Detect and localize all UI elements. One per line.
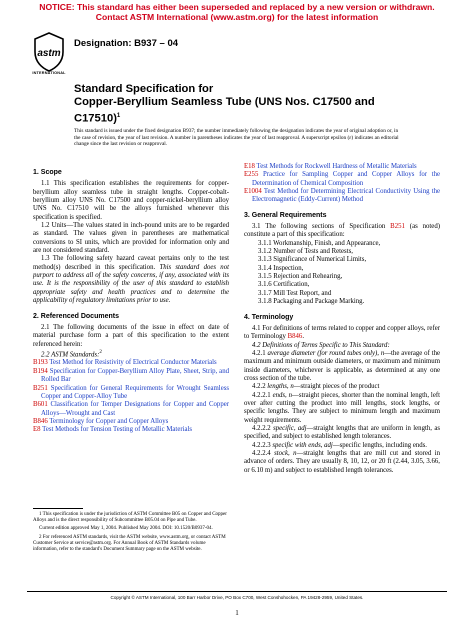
section-heading-references: 2. Referenced Documents bbox=[33, 312, 119, 320]
link-b846[interactable]: B846 bbox=[287, 333, 303, 341]
paragraph-4-2-2-3: 4.2.2.3 specific with ends, adj—specific lengths, including ends. bbox=[252, 441, 428, 449]
paragraph-4-1: 4.1 For definitions of terms related to copper and copper alloys, refer to Terminology B846. bbox=[244, 324, 440, 341]
title-line-3: C17510)$^1$ bbox=[74, 112, 121, 125]
reference-item[interactable]: E8 Test Methods for Tension Testing of Metallic Materials bbox=[33, 426, 193, 434]
paragraph-4-2-1: 4.2.1 average diameter (for round tubes only), n—the average of the maximum and minimum outside diameters, or maximum and minimum inside diameters, whichever is applicable, as determined at any one cross section of the tube. bbox=[244, 349, 440, 382]
paragraph-1-2: 1.2 Units—The values stated in inch-pound units are to be regarded as standard. The values given in parentheses are mathematical conversions to SI units, which are provided for information only and are not considered standard. bbox=[33, 222, 229, 255]
supersede-notice bbox=[0, 2, 474, 22]
footnote-1-edition: Current edition approved May 1, 2004. Published May 2004. DOI: 10.1520/B0937-04. bbox=[39, 526, 213, 532]
reference-item[interactable]: B193 Test Method for Resistivity of Electrical Conductor Materials bbox=[33, 359, 217, 367]
page-number: 1 bbox=[235, 609, 239, 617]
title-line-2: Copper-Beryllium Seamless Tube (UNS Nos. C17500 and bbox=[74, 96, 375, 109]
list-item: 3.1.8 Packaging and Package Marking. bbox=[258, 298, 365, 306]
list-item: 3.1.3 Significance of Numerical Limits, bbox=[258, 256, 367, 264]
reference-item[interactable]: E255 Practice for Sampling Copper and Copper Alloys for the Determination of Chemical Composition bbox=[244, 171, 441, 187]
paragraph-1-3: 1.3 The following safety hazard caveat pertains only to the test method(s) described in this specification. This standard does not purport to address all of the safety concerns, if any, associated with its use. It is the responsibility of the user of this standard to establish appropriate safety and health practices and to determine the applicability of regulatory limitations prior to use. bbox=[33, 255, 229, 305]
list-item: 3.1.1 Workmanship, Finish, and Appearance, bbox=[258, 239, 381, 247]
reference-item[interactable]: B846 Terminology for Copper and Copper Alloys bbox=[33, 417, 169, 425]
title-footnote-mark: 1 bbox=[116, 112, 121, 119]
notice-line-1: NOTICE: This standard has either been superseded and replaced by a new version or withdrawn. bbox=[39, 2, 435, 12]
list-item: 3.1.2 Number of Tests and Retests, bbox=[258, 248, 353, 256]
paragraph-1-1: 1.1 This specification establishes the requirements for copper-beryllium alloy seamless tube in straight lengths. Copper-cobalt-beryllium alloy UNS No. C17500 and copper-nickel-beryllium alloy UNS No. C17510 will be the alloys furnished whenever this specification is specified. bbox=[33, 180, 229, 221]
reference-item[interactable]: B251 Specification for General Requirements for Wrought Seamless Copper and Copper-Alloy Tube bbox=[33, 384, 230, 400]
astm-logo-icon bbox=[32, 32, 66, 72]
list-item: 3.1.4 Inspection, bbox=[258, 264, 304, 272]
svg-text:astm: astm bbox=[37, 48, 61, 59]
section-heading-terminology: 4. Terminology bbox=[244, 313, 294, 321]
footnote-1: 1 This specification is under the jurisdiction of ASTM Committee B05 on Copper and Copper Alloys and is the direct responsibility of Subcommittee B05.04 on Pipe and Tube. bbox=[33, 512, 227, 524]
footnote-rule bbox=[33, 508, 83, 509]
paragraph-4-2-2: 4.2.2 lengths, n—straight pieces of the product bbox=[252, 383, 380, 391]
right-column bbox=[244, 163, 440, 475]
paragraph-2-2: 2.2 ASTM Standards:$^2$ bbox=[41, 349, 102, 359]
reference-item[interactable]: B194 Specification for Copper-Beryllium Alloy Plate, Sheet, Strip, and Rolled Bar bbox=[33, 367, 229, 384]
designation: Designation: B937 – 04 bbox=[74, 38, 179, 49]
section-heading-general: 3. General Requirements bbox=[244, 211, 327, 219]
document-title bbox=[74, 83, 404, 126]
paragraph-3-1: 3.1 The following sections of Specification B251 (as noted) constitute a part of this specification: bbox=[244, 223, 440, 239]
notice-line-2: Contact ASTM International (www.astm.org) for the latest information bbox=[95, 12, 379, 22]
paragraph-4-2-2-4: 4.2.2.4 stock, n—straight lengths that are mill cut and stored in advance of orders. They are usually 8, 10, 12, or 20 ft (2.44, 3.05, 3.66, or 6.10 m) and subject to established length tolerances. bbox=[244, 450, 441, 474]
logo-caption: INTERNATIONAL bbox=[32, 71, 66, 75]
paragraph-2-1: 2.1 The following documents of the issue in effect on date of material purchase form a part of this specification to the extent referenced herein: bbox=[33, 323, 229, 348]
paragraph-4-2: 4.2 Definitions of Terms Specific to This Standard: bbox=[252, 341, 390, 349]
title-line-1: Standard Specification for bbox=[74, 83, 214, 95]
footnote-2: 2 For referenced ASTM standards, visit the ASTM website, www.astm.org, or contact ASTM Customer Service at service@astm.org. For Annual Book of ASTM Standards volume information, refer to the standard's Document Summary page on the ASTM website. bbox=[33, 534, 226, 553]
section-heading-scope: 1. Scope bbox=[33, 169, 62, 176]
reference-item[interactable]: E1004 Test Method for Determining Electrical Conductivity Using the Electromagnetic (Eddy-Current) Method bbox=[244, 188, 441, 204]
footer-rule bbox=[27, 591, 447, 592]
link-b251[interactable]: B251 bbox=[390, 223, 405, 231]
left-column bbox=[33, 165, 229, 435]
reference-item[interactable]: B601 Classification for Temper Designations for Copper and Copper Alloys—Wrought and Cast bbox=[33, 401, 230, 417]
copyright-footer bbox=[0, 591, 474, 600]
reference-item[interactable]: E18 Test Methods for Rockwell Hardness of Metallic Materials bbox=[244, 163, 417, 170]
list-item: 3.1.6 Certification, bbox=[258, 281, 310, 289]
list-item: 3.1.5 Rejection and Rehearing, bbox=[258, 273, 343, 281]
paragraph-4-2-2-2: 4.2.2.2 specific, adj—straight lengths that are uniform in length, as specified, and subject to established length tolerances. bbox=[244, 424, 440, 441]
paragraph-4-2-2-1: 4.2.2.1 ends, n—straight pieces, shorter than the nominal length, left over after cutting the product into mill lengths, stock lengths, or specific lengths. They are subject to minimum length and maximum weight requirements. bbox=[244, 391, 440, 424]
copyright-text: Copyright © ASTM International, 100 Barr Harbor Drive, PO Box C700, West Conshohocken, PA 19428-2959, United States. bbox=[110, 595, 364, 600]
footnotes bbox=[33, 508, 229, 555]
list-item: 3.1.7 Mill Test Report, and bbox=[258, 289, 332, 297]
intro-note: This standard is issued under the fixed designation B937; the number immediately following the designation indicates the year of original adoption or, in the case of revision, the year of last revision. A number in parentheses indicates the year of last reapproval. A superscript epsilon (ε) indicates an editorial change since the last revision or reapproval. bbox=[74, 128, 399, 148]
